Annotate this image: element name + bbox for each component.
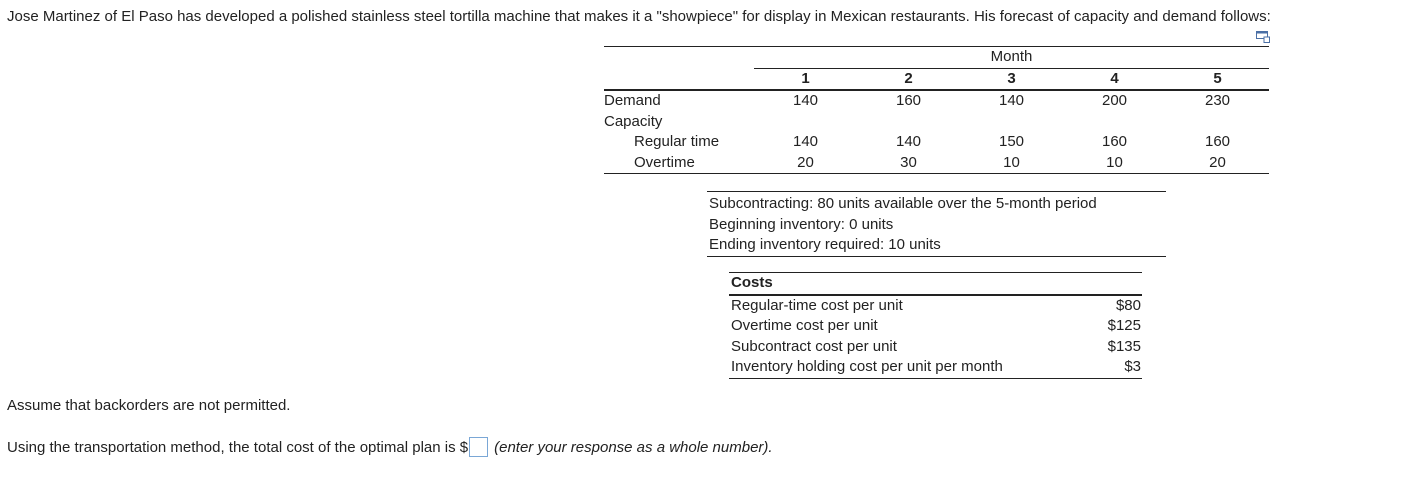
cost-label: Regular-time cost per unit <box>731 296 903 314</box>
table-row <box>729 295 1142 317</box>
costs-table <box>729 272 1142 379</box>
table-row-overtime <box>604 153 1269 174</box>
month-3-header: 3 <box>960 68 1063 90</box>
cost-value: $135 <box>1107 337 1141 355</box>
month-5-header: 5 <box>1166 68 1269 90</box>
inventory-info-box <box>707 191 1166 257</box>
table-cell: 140 <box>792 92 819 110</box>
row-label: Capacity <box>604 112 663 130</box>
table-cell: 160 <box>1101 133 1128 151</box>
cost-label: Subcontract cost per unit <box>731 337 897 355</box>
table-row <box>729 316 1142 337</box>
table-row <box>729 357 1142 378</box>
beginning-inventory-text: Beginning inventory: 0 units <box>709 215 894 233</box>
assumption-text: Assume that backorders are not permitted. <box>7 397 291 414</box>
question-line <box>7 437 773 457</box>
month-2-header: 2 <box>857 68 960 90</box>
cost-label: Inventory holding cost per unit per month <box>729 357 1094 378</box>
cost-value: $80 <box>1115 296 1141 314</box>
row-label: Overtime <box>604 153 754 174</box>
row-label: Demand <box>604 92 661 110</box>
cost-label: Overtime cost per unit <box>731 317 878 334</box>
table-row-regular-time <box>604 132 1269 153</box>
costs-header: Costs <box>729 273 1142 295</box>
table-cell: 230 <box>1204 92 1231 110</box>
table-cell: 140 <box>792 133 819 151</box>
subcontracting-text: Subcontracting: 80 units available over the 5-month period <box>709 195 1097 212</box>
question-prefix: Using the transportation method, the total cost of the optimal plan is $ <box>7 438 469 456</box>
table-cell: 20 <box>1166 153 1269 174</box>
table-cell: 20 <box>754 153 857 174</box>
table-cell: 200 <box>1101 92 1128 110</box>
table-row-demand <box>604 90 1269 112</box>
forecast-table <box>604 46 1269 174</box>
month-4-header: 4 <box>1063 68 1166 90</box>
cost-value: $3 <box>1094 357 1142 378</box>
table-cell: 140 <box>998 92 1025 110</box>
table-cell: 160 <box>1204 133 1231 151</box>
table-row-capacity <box>604 112 1269 133</box>
problem-intro: Jose Martinez of El Paso has developed a polished stainless steel tortilla machine that makes it a "showpiece" for display in Mexican restaurants. His forecast of capacity and demand follows: <box>7 8 1271 25</box>
month-header: Month <box>754 47 1269 69</box>
table-cell: 30 <box>857 153 960 174</box>
table-cell: 150 <box>998 133 1025 151</box>
ending-inventory-text: Ending inventory required: 10 units <box>709 236 941 253</box>
table-cell: 140 <box>895 133 922 151</box>
table-cell: 10 <box>1063 153 1166 174</box>
answer-hint: (enter your response as a whole number). <box>494 438 773 456</box>
month-1-header: 1 <box>754 68 857 90</box>
table-row <box>729 337 1142 358</box>
copy-table-icon[interactable] <box>1256 31 1270 43</box>
cost-value: $125 <box>1107 317 1141 334</box>
row-label: Regular time <box>634 133 720 151</box>
answer-input[interactable] <box>469 437 488 457</box>
table-cell: 10 <box>960 153 1063 174</box>
table-cell: 160 <box>895 92 922 110</box>
